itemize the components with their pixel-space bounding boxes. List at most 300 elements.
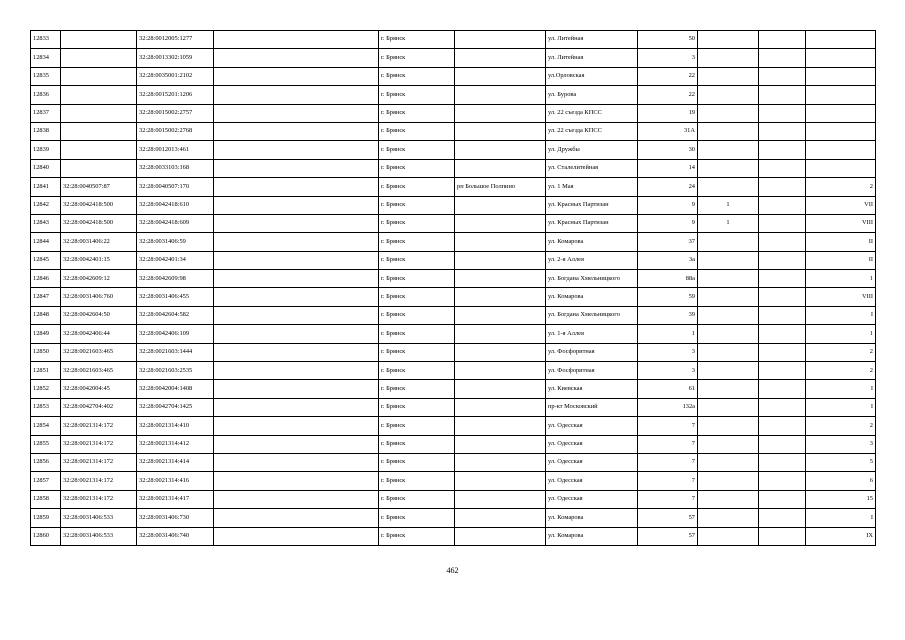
- cell-settlement: [455, 417, 546, 435]
- cell-premises-number: 6: [806, 472, 876, 490]
- cell-premises-number: 3: [806, 435, 876, 453]
- cell-row-number: 12859: [31, 509, 61, 527]
- cell-city: г. Брянск: [379, 270, 455, 288]
- cell-city: г. Брянск: [379, 362, 455, 380]
- cell-street: ул. Богдана Хмельницкого: [546, 306, 638, 324]
- cell-object-cadastral-number: 32:28:0031406:730: [137, 509, 214, 527]
- cell-parcel-cadastral-number: 32:28:0042418:500: [61, 196, 137, 214]
- cell-row-number: 12833: [31, 31, 61, 49]
- cell-premises-number: 2: [806, 343, 876, 361]
- cell-row-number: 12834: [31, 49, 61, 67]
- cell-city: г. Брянск: [379, 104, 455, 122]
- cell-apartment-empty: [759, 251, 806, 269]
- cell-settlement: рп Большое Полпино: [455, 178, 546, 196]
- cell-row-number: 12857: [31, 472, 61, 490]
- cell-house-number: 3: [638, 362, 698, 380]
- cell-row-number: 12851: [31, 362, 61, 380]
- cell-parcel-cadastral-number: 32:28:0042609:12: [61, 270, 137, 288]
- cell-street: ул. Одесская: [546, 453, 638, 471]
- cell-parcel-cadastral-number: 32:28:0031406:533: [61, 509, 137, 527]
- cell-object-cadastral-number: 32:28:0042401:34: [137, 251, 214, 269]
- table-row: [31, 251, 876, 269]
- cell-row-number: 12844: [31, 233, 61, 251]
- cell-house-number: 3: [638, 343, 698, 361]
- table-row: [31, 490, 876, 508]
- cell-house-number: 22: [638, 67, 698, 85]
- cell-empty-column: [214, 67, 379, 85]
- cell-object-cadastral-number: 32:28:0015002:2768: [137, 122, 214, 140]
- cell-empty-column: [214, 31, 379, 49]
- table-row: [31, 178, 876, 196]
- cell-premises-number: II: [806, 233, 876, 251]
- cell-street: ул. Комарова: [546, 233, 638, 251]
- cell-row-number: 12853: [31, 398, 61, 416]
- cell-house-number: 3а: [638, 251, 698, 269]
- cell-apartment-empty: [759, 490, 806, 508]
- cell-empty-column: [214, 159, 379, 177]
- table-row: [31, 159, 876, 177]
- cell-building-number: [698, 270, 759, 288]
- cell-city: г. Брянск: [379, 527, 455, 545]
- cell-row-number: 12836: [31, 86, 61, 104]
- cell-house-number: 57: [638, 509, 698, 527]
- cell-row-number: 12842: [31, 196, 61, 214]
- cell-parcel-cadastral-number: 32:28:0021314:172: [61, 435, 137, 453]
- cell-street: ул. 22 съезда КПСС: [546, 104, 638, 122]
- table-row: [31, 453, 876, 471]
- cell-parcel-cadastral-number: [61, 104, 137, 122]
- cell-city: г. Брянск: [379, 288, 455, 306]
- cell-settlement: [455, 251, 546, 269]
- cell-object-cadastral-number: 32:28:0042004:1408: [137, 380, 214, 398]
- cell-city: г. Брянск: [379, 214, 455, 232]
- cell-empty-column: [214, 214, 379, 232]
- cell-house-number: 3: [638, 49, 698, 67]
- cell-premises-number: I: [806, 398, 876, 416]
- cell-row-number: 12835: [31, 67, 61, 85]
- registry-table: [30, 30, 876, 546]
- cell-apartment-empty: [759, 509, 806, 527]
- cell-apartment-empty: [759, 86, 806, 104]
- cell-building-number: [698, 325, 759, 343]
- cell-row-number: 12849: [31, 325, 61, 343]
- table-row: [31, 104, 876, 122]
- cell-settlement: [455, 362, 546, 380]
- cell-empty-column: [214, 86, 379, 104]
- cell-object-cadastral-number: 32:28:0042604:582: [137, 306, 214, 324]
- cell-parcel-cadastral-number: [61, 122, 137, 140]
- cell-building-number: 1: [698, 214, 759, 232]
- table-row: [31, 67, 876, 85]
- cell-street: ул. Дружбы: [546, 141, 638, 159]
- cell-apartment-empty: [759, 362, 806, 380]
- cell-building-number: [698, 251, 759, 269]
- cell-row-number: 12839: [31, 141, 61, 159]
- cell-street: ул. 1-я Аллея: [546, 325, 638, 343]
- cell-building-number: [698, 490, 759, 508]
- cell-parcel-cadastral-number: [61, 49, 137, 67]
- cell-city: г. Брянск: [379, 306, 455, 324]
- cell-building-number: [698, 159, 759, 177]
- cell-empty-column: [214, 453, 379, 471]
- cell-row-number: 12854: [31, 417, 61, 435]
- cell-empty-column: [214, 49, 379, 67]
- cell-city: г. Брянск: [379, 49, 455, 67]
- cell-street: ул.Орловская: [546, 67, 638, 85]
- cell-premises-number: 5: [806, 453, 876, 471]
- cell-building-number: [698, 49, 759, 67]
- table-row: [31, 325, 876, 343]
- cell-settlement: [455, 159, 546, 177]
- cell-street: ул. Фосфоритная: [546, 362, 638, 380]
- table-row: [31, 306, 876, 324]
- cell-house-number: 31А: [638, 122, 698, 140]
- cell-object-cadastral-number: 32:28:0021314:412: [137, 435, 214, 453]
- cell-street: ул. Литейная: [546, 31, 638, 49]
- cell-house-number: 7: [638, 490, 698, 508]
- cell-building-number: [698, 288, 759, 306]
- cell-row-number: 12848: [31, 306, 61, 324]
- table-row: [31, 270, 876, 288]
- cell-house-number: 39: [638, 306, 698, 324]
- cell-settlement: [455, 196, 546, 214]
- cell-house-number: 14: [638, 159, 698, 177]
- cell-premises-number: VII: [806, 196, 876, 214]
- cell-row-number: 12855: [31, 435, 61, 453]
- cell-apartment-empty: [759, 380, 806, 398]
- cell-apartment-empty: [759, 288, 806, 306]
- cell-parcel-cadastral-number: 32:28:0021603:465: [61, 343, 137, 361]
- cell-settlement: [455, 49, 546, 67]
- cell-street: ул. Одесская: [546, 435, 638, 453]
- cell-premises-number: 1: [806, 325, 876, 343]
- cell-row-number: 12860: [31, 527, 61, 545]
- cell-object-cadastral-number: 32:28:0031406:59: [137, 233, 214, 251]
- cell-building-number: [698, 435, 759, 453]
- cell-empty-column: [214, 196, 379, 214]
- cell-city: г. Брянск: [379, 325, 455, 343]
- cell-object-cadastral-number: 32:28:0021314:414: [137, 453, 214, 471]
- cell-object-cadastral-number: 32:28:0021603:2535: [137, 362, 214, 380]
- cell-premises-number: II: [806, 251, 876, 269]
- cell-street: ул. Одесская: [546, 472, 638, 490]
- cell-premises-number: VIII: [806, 214, 876, 232]
- cell-premises-number: [806, 159, 876, 177]
- cell-apartment-empty: [759, 122, 806, 140]
- cell-house-number: 24: [638, 178, 698, 196]
- table-row: [31, 380, 876, 398]
- cell-building-number: [698, 233, 759, 251]
- cell-object-cadastral-number: 32:28:0040507:170: [137, 178, 214, 196]
- cell-empty-column: [214, 288, 379, 306]
- cell-apartment-empty: [759, 141, 806, 159]
- cell-parcel-cadastral-number: 32:28:0040507:87: [61, 178, 137, 196]
- cell-house-number: 30: [638, 141, 698, 159]
- table-row: [31, 196, 876, 214]
- cell-empty-column: [214, 509, 379, 527]
- cell-apartment-empty: [759, 472, 806, 490]
- cell-parcel-cadastral-number: 32:28:0021603:465: [61, 362, 137, 380]
- cell-street: пр-кт Московский: [546, 398, 638, 416]
- cell-settlement: [455, 233, 546, 251]
- cell-premises-number: VIII: [806, 288, 876, 306]
- cell-object-cadastral-number: 32:28:0012005:1277: [137, 31, 214, 49]
- page-number: 462: [446, 566, 459, 575]
- cell-building-number: [698, 141, 759, 159]
- cell-row-number: 12840: [31, 159, 61, 177]
- cell-street: ул. Одесская: [546, 490, 638, 508]
- cell-house-number: 9: [638, 196, 698, 214]
- table-row: [31, 141, 876, 159]
- cell-parcel-cadastral-number: 32:28:0021314:172: [61, 490, 137, 508]
- cell-premises-number: [806, 67, 876, 85]
- cell-apartment-empty: [759, 67, 806, 85]
- table-row: [31, 417, 876, 435]
- cell-city: г. Брянск: [379, 141, 455, 159]
- cell-premises-number: IX: [806, 527, 876, 545]
- cell-street: ул. 2-я Аллея: [546, 251, 638, 269]
- cell-building-number: 1: [698, 196, 759, 214]
- cell-settlement: [455, 288, 546, 306]
- cell-building-number: [698, 343, 759, 361]
- cell-premises-number: I: [806, 380, 876, 398]
- cell-building-number: [698, 509, 759, 527]
- cell-street: ул. Красных Партизан: [546, 196, 638, 214]
- cell-empty-column: [214, 122, 379, 140]
- table-row: [31, 122, 876, 140]
- cell-object-cadastral-number: 32:28:0042418:609: [137, 214, 214, 232]
- cell-settlement: [455, 380, 546, 398]
- table-row: [31, 49, 876, 67]
- cell-parcel-cadastral-number: [61, 67, 137, 85]
- cell-building-number: [698, 417, 759, 435]
- cell-parcel-cadastral-number: 32:28:0031406:533: [61, 527, 137, 545]
- cell-empty-column: [214, 270, 379, 288]
- cell-building-number: [698, 31, 759, 49]
- table-row: [31, 86, 876, 104]
- cell-settlement: [455, 141, 546, 159]
- cell-building-number: [698, 527, 759, 545]
- cell-city: г. Брянск: [379, 435, 455, 453]
- table-row: [31, 31, 876, 49]
- cell-object-cadastral-number: 32:28:0031406:455: [137, 288, 214, 306]
- cell-street: ул. Литейная: [546, 49, 638, 67]
- cell-city: г. Брянск: [379, 417, 455, 435]
- cell-object-cadastral-number: 32:28:0013302:1059: [137, 49, 214, 67]
- cell-city: г. Брянск: [379, 343, 455, 361]
- cell-parcel-cadastral-number: 32:28:0021314:172: [61, 453, 137, 471]
- cell-object-cadastral-number: 32:28:0012013:461: [137, 141, 214, 159]
- cell-object-cadastral-number: 32:28:0042418:610: [137, 196, 214, 214]
- cell-premises-number: [806, 86, 876, 104]
- cell-parcel-cadastral-number: 32:28:0042604:50: [61, 306, 137, 324]
- cell-building-number: [698, 122, 759, 140]
- cell-settlement: [455, 214, 546, 232]
- cell-premises-number: I: [806, 509, 876, 527]
- cell-row-number: 12858: [31, 490, 61, 508]
- cell-empty-column: [214, 472, 379, 490]
- cell-apartment-empty: [759, 233, 806, 251]
- cell-settlement: [455, 509, 546, 527]
- cell-object-cadastral-number: 32:28:0021603:1444: [137, 343, 214, 361]
- cell-house-number: 9: [638, 214, 698, 232]
- cell-row-number: 12845: [31, 251, 61, 269]
- cell-apartment-empty: [759, 104, 806, 122]
- cell-object-cadastral-number: 32:28:0042609:98: [137, 270, 214, 288]
- cell-empty-column: [214, 380, 379, 398]
- cell-apartment-empty: [759, 398, 806, 416]
- cell-house-number: 22: [638, 86, 698, 104]
- cell-settlement: [455, 490, 546, 508]
- cell-parcel-cadastral-number: 32:28:0021314:172: [61, 417, 137, 435]
- cell-apartment-empty: [759, 306, 806, 324]
- cell-house-number: 19: [638, 104, 698, 122]
- cell-apartment-empty: [759, 527, 806, 545]
- cell-settlement: [455, 86, 546, 104]
- cell-city: г. Брянск: [379, 398, 455, 416]
- cell-street: ул. Бурова: [546, 86, 638, 104]
- cell-premises-number: 2: [806, 362, 876, 380]
- cell-row-number: 12838: [31, 122, 61, 140]
- cell-settlement: [455, 472, 546, 490]
- cell-building-number: [698, 104, 759, 122]
- cell-parcel-cadastral-number: 32:28:0042406:44: [61, 325, 137, 343]
- cell-parcel-cadastral-number: 32:28:0042401:15: [61, 251, 137, 269]
- cell-city: г. Брянск: [379, 86, 455, 104]
- cell-parcel-cadastral-number: 32:28:0021314:172: [61, 472, 137, 490]
- cell-apartment-empty: [759, 178, 806, 196]
- cell-building-number: [698, 86, 759, 104]
- cell-building-number: [698, 453, 759, 471]
- cell-house-number: 132а: [638, 398, 698, 416]
- cell-premises-number: [806, 104, 876, 122]
- cell-apartment-empty: [759, 49, 806, 67]
- cell-object-cadastral-number: 32:28:0021314:416: [137, 472, 214, 490]
- cell-apartment-empty: [759, 214, 806, 232]
- cell-street: ул. Комарова: [546, 509, 638, 527]
- cell-empty-column: [214, 141, 379, 159]
- cell-settlement: [455, 398, 546, 416]
- cell-premises-number: 2: [806, 417, 876, 435]
- cell-apartment-empty: [759, 435, 806, 453]
- table-row: [31, 435, 876, 453]
- cell-apartment-empty: [759, 417, 806, 435]
- cell-city: г. Брянск: [379, 196, 455, 214]
- cell-object-cadastral-number: 32:28:0031406:740: [137, 527, 214, 545]
- cell-object-cadastral-number: 32:28:0015002:2757: [137, 104, 214, 122]
- table-row: [31, 233, 876, 251]
- cell-street: ул. Фосфоритная: [546, 343, 638, 361]
- cell-settlement: [455, 343, 546, 361]
- table-row: [31, 343, 876, 361]
- cell-building-number: [698, 67, 759, 85]
- cell-city: г. Брянск: [379, 31, 455, 49]
- cell-settlement: [455, 67, 546, 85]
- cell-parcel-cadastral-number: [61, 141, 137, 159]
- cell-city: г. Брянск: [379, 178, 455, 196]
- cell-building-number: [698, 398, 759, 416]
- cell-building-number: [698, 306, 759, 324]
- cell-apartment-empty: [759, 343, 806, 361]
- cell-row-number: 12846: [31, 270, 61, 288]
- table-row: [31, 527, 876, 545]
- cell-house-number: 88а: [638, 270, 698, 288]
- cell-building-number: [698, 178, 759, 196]
- cell-parcel-cadastral-number: [61, 31, 137, 49]
- cell-house-number: 7: [638, 472, 698, 490]
- cell-object-cadastral-number: 32:28:0021314:410: [137, 417, 214, 435]
- cell-house-number: 7: [638, 453, 698, 471]
- registry-table-body: [31, 31, 876, 546]
- cell-empty-column: [214, 435, 379, 453]
- cell-premises-number: 15: [806, 490, 876, 508]
- cell-building-number: [698, 362, 759, 380]
- cell-city: г. Брянск: [379, 453, 455, 471]
- cell-settlement: [455, 435, 546, 453]
- cell-street: ул. Комарова: [546, 288, 638, 306]
- cell-street: ул. 1 Мая: [546, 178, 638, 196]
- cell-house-number: 59: [638, 288, 698, 306]
- cell-premises-number: I: [806, 306, 876, 324]
- cell-empty-column: [214, 306, 379, 324]
- cell-premises-number: [806, 31, 876, 49]
- cell-city: г. Брянск: [379, 509, 455, 527]
- cell-street: ул. Киевская: [546, 380, 638, 398]
- cell-empty-column: [214, 343, 379, 361]
- cell-settlement: [455, 527, 546, 545]
- table-row: [31, 509, 876, 527]
- cell-city: г. Брянск: [379, 159, 455, 177]
- cell-empty-column: [214, 527, 379, 545]
- cell-premises-number: [806, 122, 876, 140]
- cell-empty-column: [214, 398, 379, 416]
- cell-city: г. Брянск: [379, 67, 455, 85]
- cell-parcel-cadastral-number: [61, 159, 137, 177]
- cell-object-cadastral-number: 32:28:0015201:1206: [137, 86, 214, 104]
- cell-row-number: 12852: [31, 380, 61, 398]
- cell-premises-number: 1: [806, 270, 876, 288]
- cell-city: г. Брянск: [379, 490, 455, 508]
- cell-city: г. Брянск: [379, 233, 455, 251]
- cell-house-number: 50: [638, 31, 698, 49]
- table-row: [31, 398, 876, 416]
- cell-parcel-cadastral-number: [61, 86, 137, 104]
- cell-settlement: [455, 31, 546, 49]
- table-row: [31, 288, 876, 306]
- cell-house-number: 7: [638, 435, 698, 453]
- cell-street: ул. Красных Партизан: [546, 214, 638, 232]
- cell-empty-column: [214, 178, 379, 196]
- cell-apartment-empty: [759, 453, 806, 471]
- cell-row-number: 12847: [31, 288, 61, 306]
- cell-house-number: 7: [638, 417, 698, 435]
- table-row: [31, 214, 876, 232]
- cell-street: ул. Богдана Хмельницкого: [546, 270, 638, 288]
- cell-empty-column: [214, 104, 379, 122]
- cell-premises-number: [806, 141, 876, 159]
- cell-apartment-empty: [759, 325, 806, 343]
- cell-empty-column: [214, 251, 379, 269]
- cell-row-number: 12856: [31, 453, 61, 471]
- cell-street: ул. Сталелитейная: [546, 159, 638, 177]
- cell-city: г. Брянск: [379, 251, 455, 269]
- cell-empty-column: [214, 233, 379, 251]
- cell-settlement: [455, 104, 546, 122]
- cell-parcel-cadastral-number: 32:28:0042704:402: [61, 398, 137, 416]
- cell-street: ул. Одесская: [546, 417, 638, 435]
- cell-row-number: 12843: [31, 214, 61, 232]
- cell-apartment-empty: [759, 196, 806, 214]
